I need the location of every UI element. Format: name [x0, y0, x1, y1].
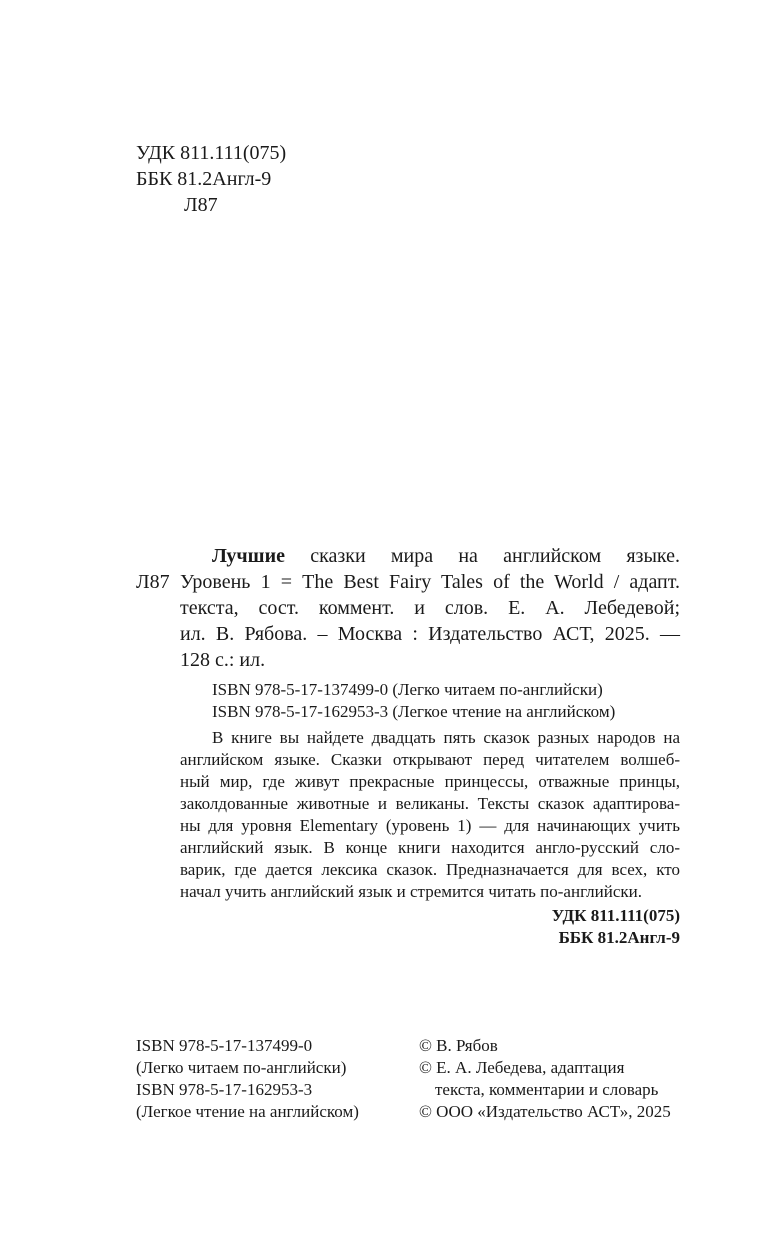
copyright-line: © ООО «Издательство АСТ», 2025 — [419, 1102, 671, 1121]
author-mark: Л87 — [184, 194, 218, 216]
catalog-card — [136, 543, 680, 949]
card-udk-code: УДК 811.111(075) — [551, 906, 680, 925]
copyright-line: текста, комментарии и словарь — [435, 1080, 659, 1099]
footer-copyright-column — [419, 1035, 671, 1123]
annotation-line: В книге вы найдете двадцать пять сказок разных народов на — [212, 728, 680, 747]
copyright-line: © Е. А. Лебедева, адаптация — [419, 1058, 625, 1077]
footer-left-line: ISBN 978-5-17-137499-0 — [136, 1036, 313, 1055]
footer-left-line: (Легко читаем по-английски) — [136, 1058, 347, 1077]
classification-codes — [136, 140, 286, 218]
copyright-line: © В. Рябов — [419, 1036, 498, 1055]
bbk-code: ББК 81.2Англ-9 — [136, 168, 272, 190]
title-lead: Лучшие — [212, 545, 285, 567]
description-line-2: Уровень 1 = The Best Fairy Tales of the World / адапт. — [180, 571, 680, 593]
annotation — [136, 727, 680, 903]
isbn-list — [136, 679, 680, 723]
udk-code: УДК 811.111(075) — [136, 142, 287, 164]
annotation-line: английский язык. В конце книги находится англо-русский сло- — [180, 838, 680, 857]
annotation-line: заколдованные животные и великаны. Тексты сказок адаптирова- — [180, 794, 680, 813]
annotation-line: английском языке. Сказки открывают перед читателем волшеб- — [180, 750, 680, 769]
annotation-line: начал учить английский язык и стремится читать по-английски. — [180, 882, 643, 901]
card-author-mark: Л87 — [136, 571, 170, 593]
annotation-line: ный мир, где живут прекрасные принцессы, отважные принцы, — [180, 772, 680, 791]
description-line-5: 128 с.: ил. — [180, 649, 266, 671]
card-bbk-code: ББК 81.2Англ-9 — [558, 928, 680, 947]
description-line-3: текста, сост. коммент. и слов. Е. А. Лебедевой; — [180, 597, 680, 619]
description-line-1 — [136, 543, 680, 569]
bibliographic-description — [136, 543, 680, 673]
annotation-line: ны для уровня Elementary (уровень 1) — для начинающих учить — [180, 816, 680, 835]
card-classification — [136, 905, 680, 949]
isbn-line-2: ISBN 978-5-17-162953-3 (Легкое чтение на английском) — [212, 702, 616, 721]
footer-left-line: ISBN 978-5-17-162953-3 — [136, 1080, 313, 1099]
description-line-4: ил. В. Рябова. – Москва : Издательство АСТ, 2025. — — [180, 623, 680, 645]
isbn-line-1: ISBN 978-5-17-137499-0 (Легко читаем по-английски) — [212, 680, 603, 699]
annotation-line: варик, где дается лексика сказок. Предназначается для всех, кто — [180, 860, 680, 879]
title-rest: сказки мира на английском языке. — [310, 545, 680, 567]
footer-left-line: (Легкое чтение на английском) — [136, 1102, 359, 1121]
footer-isbn-column — [136, 1035, 359, 1123]
